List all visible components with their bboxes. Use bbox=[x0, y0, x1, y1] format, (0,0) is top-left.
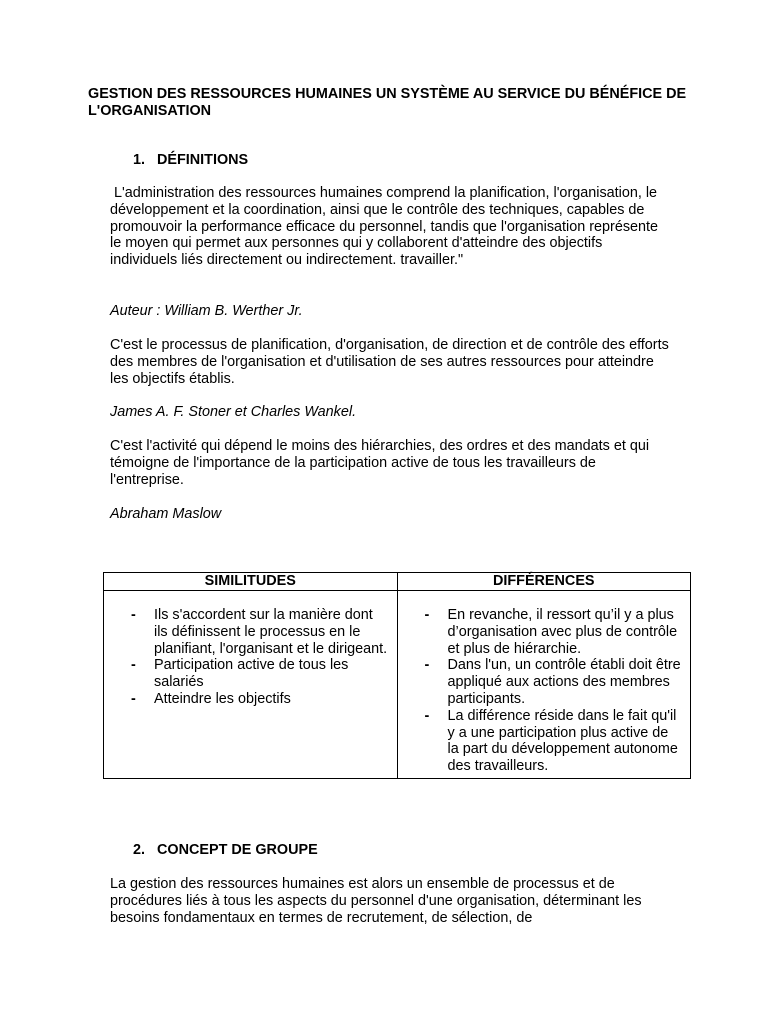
section-heading-concept-de-groupe bbox=[133, 842, 318, 859]
bullet-dash: - bbox=[131, 657, 136, 674]
list-item bbox=[418, 708, 683, 775]
section-number: 1. bbox=[133, 152, 146, 168]
column-header-similitudes: SIMILITUDES bbox=[104, 573, 398, 591]
definition-author: James A. F. Stoner et Charles Wankel. bbox=[110, 404, 357, 420]
definition-author: Abraham Maslow bbox=[110, 506, 222, 522]
list-item bbox=[124, 691, 389, 708]
table-row bbox=[104, 591, 691, 779]
list-item bbox=[418, 657, 683, 707]
table-header-row bbox=[104, 573, 691, 591]
section-heading-definitions bbox=[133, 152, 248, 169]
bullet-dash: - bbox=[131, 607, 136, 623]
definition-paragraph: C'est le processus de planification, d'organisation, de direction et de contrôle des efforts des membres de l'organisation et d'utilisation de ses autres ressources pour atteindre les objectifs établis. bbox=[110, 337, 669, 387]
differences-list bbox=[418, 607, 683, 775]
section-number: 2. bbox=[133, 842, 146, 858]
list-item-text: En revanche, il ressort qu’il y a plus d’organisation avec plus de contrôle et plus de hiérarchie. bbox=[447, 607, 678, 657]
document-title: GESTION DES RESSOURCES HUMAINES UN SYSTÈME AU SERVICE DU BÉNÉFICE DE L'ORGANISATION bbox=[88, 86, 687, 119]
bullet-dash: - bbox=[424, 607, 430, 623]
section-title: DÉFINITIONS bbox=[157, 152, 249, 168]
list-item-text: Dans l'un, un contrôle établi doit être appliqué aux actions des membres participants. bbox=[447, 657, 681, 707]
list-item-text: Participation active de tous les salariés bbox=[154, 657, 349, 691]
bullet-dash: - bbox=[424, 657, 430, 674]
similitudes-list bbox=[124, 607, 389, 708]
list-item-text: Ils s'accordent sur la manière dont ils définissent le processus en le planifiant, l'organisant et le dirigeant. bbox=[154, 607, 388, 657]
similitudes-cell bbox=[104, 591, 398, 779]
concept-paragraph: La gestion des ressources humaines est alors un ensemble de processus et de procédures liés à tous les aspects du personnel d'une organisation, déterminant les besoins fondamentaux en termes de recrutement, de sélection, de bbox=[110, 876, 642, 926]
list-item bbox=[418, 607, 683, 657]
column-header-differences: DIFFÉRENCES bbox=[397, 573, 691, 591]
list-item-text: Atteindre les objectifs bbox=[154, 690, 291, 707]
list-item bbox=[124, 607, 389, 657]
list-item bbox=[124, 657, 389, 691]
bullet-dash: - bbox=[424, 707, 430, 724]
section-title: CONCEPT DE GROUPE bbox=[157, 842, 318, 858]
definition-author: Auteur : William B. Werther Jr. bbox=[110, 303, 303, 319]
list-item-text: La différence réside dans le fait qu'il y a une participation plus active de la part du développement autonome des travailleurs. bbox=[447, 707, 678, 775]
definition-paragraph: L'administration des ressources humaines comprend la planification, l'organisation, le développement et la coordination, ainsi que le contrôle des techniques, capables de promouvoir la performance efficace du personnel, tandis que l'organisation représente le moyen qui permet aux personnes qui y collaborent d'atteindre des objectifs individuels liés directement ou indirectement. travailler." bbox=[110, 185, 663, 269]
differences-cell bbox=[397, 591, 691, 779]
bullet-dash: - bbox=[131, 690, 136, 707]
comparison-table bbox=[103, 572, 691, 779]
definition-paragraph: C'est l'activité qui dépend le moins des hiérarchies, des ordres et des mandats et qui témoigne de l'importance de la participation active de tous les travailleurs de l'entreprise. bbox=[110, 438, 650, 488]
